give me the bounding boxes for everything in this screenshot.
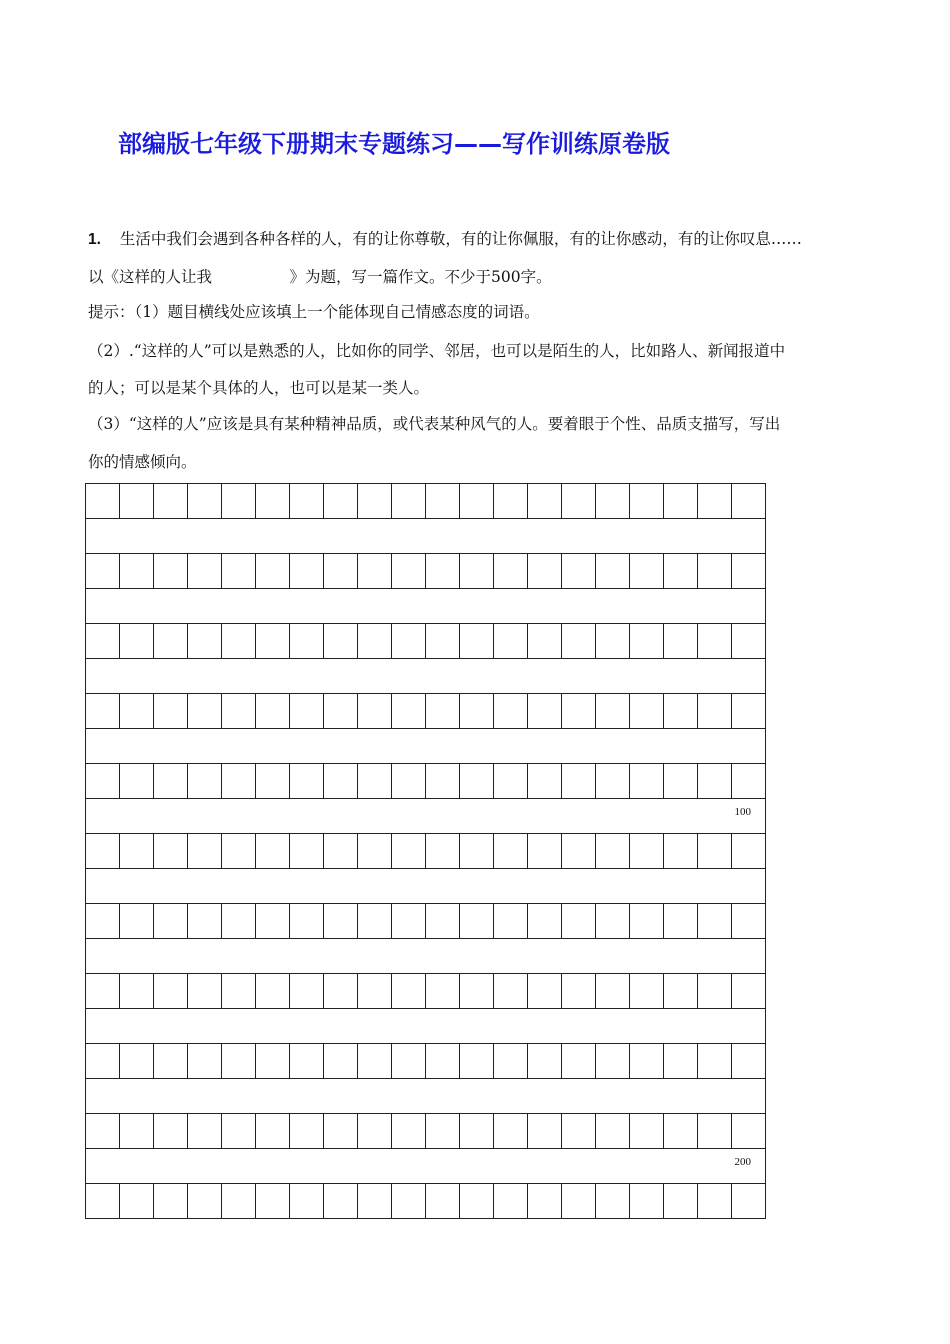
grid-cell[interactable] (426, 1183, 460, 1219)
grid-cell[interactable] (630, 553, 664, 589)
grid-cell[interactable] (256, 1183, 290, 1219)
grid-cell[interactable] (460, 1183, 494, 1219)
grid-cell[interactable] (528, 553, 562, 589)
grid-cell[interactable] (562, 763, 596, 799)
grid-cell[interactable] (324, 1043, 358, 1079)
grid-cell[interactable] (460, 483, 494, 519)
grid-cell[interactable] (460, 623, 494, 659)
grid-cell[interactable] (664, 483, 698, 519)
grid-cell[interactable] (188, 763, 222, 799)
grid-cell[interactable] (358, 1043, 392, 1079)
grid-cell[interactable] (222, 623, 256, 659)
grid-cell[interactable] (698, 693, 732, 729)
grid-cell[interactable] (698, 833, 732, 869)
grid-cell[interactable] (120, 763, 154, 799)
grid-cell[interactable] (392, 833, 426, 869)
grid-cell[interactable] (120, 973, 154, 1009)
grid-cell[interactable] (154, 833, 188, 869)
grid-row (85, 903, 766, 938)
grid-cell[interactable] (222, 483, 256, 519)
grid-cell[interactable] (290, 693, 324, 729)
grid-cell[interactable] (86, 1183, 120, 1219)
grid-cell[interactable] (86, 693, 120, 729)
grid-row (85, 1113, 766, 1148)
grid-row-gap (85, 1008, 766, 1043)
grid-cell[interactable] (426, 1043, 460, 1079)
grid-cell[interactable] (494, 553, 528, 589)
grid-cell[interactable] (630, 833, 664, 869)
grid-cell[interactable] (630, 973, 664, 1009)
grid-cell[interactable] (698, 483, 732, 519)
grid-cell[interactable] (290, 623, 324, 659)
grid-cell[interactable] (426, 553, 460, 589)
grid-cell[interactable] (596, 693, 630, 729)
grid-cell[interactable] (562, 693, 596, 729)
grid-cell[interactable] (664, 903, 698, 939)
grid-cell[interactable] (154, 693, 188, 729)
grid-cell[interactable] (392, 483, 426, 519)
grid-cell[interactable] (630, 483, 664, 519)
grid-cell[interactable] (630, 1183, 664, 1219)
grid-cell[interactable] (120, 1113, 154, 1149)
grid-cell[interactable] (562, 623, 596, 659)
grid-cell[interactable] (290, 833, 324, 869)
grid-cell[interactable] (630, 623, 664, 659)
grid-cell[interactable] (528, 623, 562, 659)
grid-cell[interactable] (154, 763, 188, 799)
grid-cell[interactable] (256, 1113, 290, 1149)
grid-cell[interactable] (188, 483, 222, 519)
grid-cell[interactable] (460, 833, 494, 869)
grid-cell[interactable] (154, 1043, 188, 1079)
grid-cell[interactable] (528, 903, 562, 939)
grid-cell[interactable] (86, 833, 120, 869)
grid-cell[interactable] (392, 553, 426, 589)
grid-cell[interactable] (494, 693, 528, 729)
grid-row (85, 553, 766, 588)
document-title: 部编版七年级下册期末专题练习——写作训练原卷版 (118, 130, 670, 158)
grid-cell[interactable] (562, 1183, 596, 1219)
grid-cell[interactable] (630, 903, 664, 939)
grid-cell[interactable] (86, 1113, 120, 1149)
grid-cell[interactable] (222, 763, 256, 799)
grid-cell[interactable] (188, 1043, 222, 1079)
grid-cell[interactable] (222, 903, 256, 939)
grid-cell[interactable] (392, 693, 426, 729)
grid-cell[interactable] (732, 763, 766, 799)
grid-cell[interactable] (528, 693, 562, 729)
grid-cell[interactable] (562, 833, 596, 869)
grid-cell[interactable] (256, 763, 290, 799)
grid-cell[interactable] (664, 763, 698, 799)
grid-cell[interactable] (120, 553, 154, 589)
grid-cell[interactable] (154, 483, 188, 519)
grid-cell[interactable] (664, 1183, 698, 1219)
grid-cell[interactable] (426, 833, 460, 869)
grid-cell[interactable] (358, 1183, 392, 1219)
grid-cell[interactable] (596, 833, 630, 869)
grid-row (85, 833, 766, 868)
grid-cell[interactable] (392, 1043, 426, 1079)
grid-cell[interactable] (494, 833, 528, 869)
grid-cell[interactable] (426, 763, 460, 799)
grid-cell[interactable] (188, 903, 222, 939)
grid-cell[interactable] (358, 1113, 392, 1149)
grid-cell[interactable] (664, 553, 698, 589)
grid-cell[interactable] (358, 693, 392, 729)
grid-cell[interactable] (86, 1043, 120, 1079)
grid-cell[interactable] (664, 623, 698, 659)
grid-cell[interactable] (188, 973, 222, 1009)
grid-cell[interactable] (630, 693, 664, 729)
grid-cell[interactable] (630, 1043, 664, 1079)
grid-cell[interactable] (324, 973, 358, 1009)
grid-cell[interactable] (86, 763, 120, 799)
grid-row (85, 623, 766, 658)
grid-cell[interactable] (120, 1043, 154, 1079)
grid-cell[interactable] (596, 1183, 630, 1219)
grid-cell[interactable] (120, 833, 154, 869)
grid-cell[interactable] (460, 973, 494, 1009)
grid-cell[interactable] (698, 973, 732, 1009)
grid-cell[interactable] (392, 763, 426, 799)
grid-cell[interactable] (392, 973, 426, 1009)
grid-cell[interactable] (256, 693, 290, 729)
grid-cell[interactable] (460, 1113, 494, 1149)
grid-row-gap (85, 1078, 766, 1113)
grid-cell[interactable] (324, 483, 358, 519)
grid-cell[interactable] (494, 1183, 528, 1219)
grid-cell[interactable] (562, 1043, 596, 1079)
grid-cell[interactable] (358, 973, 392, 1009)
grid-cell[interactable] (562, 973, 596, 1009)
grid-cell[interactable] (460, 903, 494, 939)
grid-cell[interactable] (154, 623, 188, 659)
grid-cell[interactable] (596, 623, 630, 659)
grid-row (85, 1183, 766, 1218)
grid-cell[interactable] (256, 623, 290, 659)
grid-cell[interactable] (154, 1183, 188, 1219)
grid-cell[interactable] (256, 973, 290, 1009)
grid-cell[interactable] (256, 553, 290, 589)
grid-cell[interactable] (222, 553, 256, 589)
grid-cell[interactable] (154, 553, 188, 589)
grid-cell[interactable] (596, 763, 630, 799)
grid-cell[interactable] (732, 1113, 766, 1149)
grid-cell[interactable] (664, 693, 698, 729)
grid-cell[interactable] (86, 483, 120, 519)
grid-cell[interactable] (188, 623, 222, 659)
grid-cell[interactable] (324, 1183, 358, 1219)
grid-row-gap (85, 938, 766, 973)
grid-cell[interactable] (324, 1113, 358, 1149)
grid-cell[interactable] (256, 483, 290, 519)
question-number: 1. (88, 231, 101, 248)
grid-cell[interactable] (188, 553, 222, 589)
grid-cell[interactable] (426, 693, 460, 729)
grid-cell[interactable] (528, 1113, 562, 1149)
grid-row-gap (85, 728, 766, 763)
grid-cell[interactable] (154, 973, 188, 1009)
grid-cell[interactable] (664, 1043, 698, 1079)
grid-cell[interactable] (120, 623, 154, 659)
grid-cell[interactable] (86, 623, 120, 659)
grid-row (85, 763, 766, 798)
grid-cell[interactable] (698, 763, 732, 799)
grid-cell[interactable] (358, 903, 392, 939)
grid-cell[interactable] (222, 833, 256, 869)
grid-cell[interactable] (698, 1183, 732, 1219)
grid-cell[interactable] (392, 903, 426, 939)
grid-cell[interactable] (528, 1183, 562, 1219)
grid-cell[interactable] (154, 903, 188, 939)
grid-row-gap (85, 798, 766, 833)
grid-cell[interactable] (562, 903, 596, 939)
grid-cell[interactable] (460, 553, 494, 589)
grid-cell[interactable] (392, 623, 426, 659)
grid-cell[interactable] (426, 973, 460, 1009)
hint-3-line-2: 你的情感倾向。 (88, 453, 197, 471)
grid-cell[interactable] (256, 903, 290, 939)
grid-cell[interactable] (426, 483, 460, 519)
grid-cell[interactable] (596, 553, 630, 589)
grid-cell[interactable] (732, 1183, 766, 1219)
grid-cell[interactable] (324, 903, 358, 939)
grid-cell[interactable] (732, 1043, 766, 1079)
grid-row (85, 1043, 766, 1078)
hint-2-line-1: （2）.“这样的人”可以是熟悉的人，比如你的同学、邻居，也可以是陌生的人，比如路人、新闻报道中 (88, 342, 786, 360)
grid-cell[interactable] (290, 553, 324, 589)
grid-cell[interactable] (562, 553, 596, 589)
grid-cell[interactable] (528, 1043, 562, 1079)
grid-cell[interactable] (596, 1043, 630, 1079)
grid-cell[interactable] (698, 1113, 732, 1149)
word-count-marker: 200 (734, 1156, 751, 1168)
grid-cell[interactable] (426, 623, 460, 659)
grid-cell[interactable] (732, 973, 766, 1009)
prompt-line-2: 以《这样的人让我 》为题，写一篇作文。不少于500字。 (88, 268, 552, 286)
grid-cell[interactable] (732, 553, 766, 589)
grid-cell[interactable] (732, 903, 766, 939)
grid-cell[interactable] (222, 693, 256, 729)
grid-row-gap (85, 1148, 766, 1183)
grid-cell[interactable] (324, 763, 358, 799)
grid-cell[interactable] (732, 833, 766, 869)
grid-cell[interactable] (494, 1113, 528, 1149)
grid-row (85, 693, 766, 728)
grid-cell[interactable] (256, 833, 290, 869)
grid-cell[interactable] (290, 1113, 324, 1149)
grid-row (85, 973, 766, 1008)
grid-cell[interactable] (596, 483, 630, 519)
grid-cell[interactable] (528, 833, 562, 869)
word-count-marker: 100 (734, 806, 751, 818)
grid-cell[interactable] (358, 553, 392, 589)
grid-cell[interactable] (290, 973, 324, 1009)
grid-cell[interactable] (732, 693, 766, 729)
grid-cell[interactable] (290, 903, 324, 939)
grid-cell[interactable] (86, 553, 120, 589)
grid-cell[interactable] (664, 833, 698, 869)
grid-cell[interactable] (630, 1113, 664, 1149)
grid-cell[interactable] (358, 833, 392, 869)
grid-cell[interactable] (528, 763, 562, 799)
grid-cell[interactable] (324, 693, 358, 729)
grid-cell[interactable] (732, 623, 766, 659)
grid-row-gap (85, 588, 766, 623)
grid-cell[interactable] (426, 1113, 460, 1149)
grid-cell[interactable] (596, 1113, 630, 1149)
grid-cell[interactable] (120, 903, 154, 939)
grid-cell[interactable] (392, 1113, 426, 1149)
grid-cell[interactable] (358, 623, 392, 659)
grid-cell[interactable] (596, 973, 630, 1009)
grid-cell[interactable] (256, 1043, 290, 1079)
grid-row-gap (85, 868, 766, 903)
hint-3-line-1: （3）“这样的人”应该是具有某种精神品质，或代表某种风气的人。要着眼于个性、品质支描写，写出 (88, 415, 781, 433)
grid-row-gap (85, 658, 766, 693)
grid-cell[interactable] (460, 1043, 494, 1079)
grid-cell[interactable] (528, 973, 562, 1009)
grid-cell[interactable] (324, 553, 358, 589)
grid-cell[interactable] (494, 483, 528, 519)
prompt-line-1 (88, 229, 868, 250)
grid-row (85, 483, 766, 518)
hint-1: 提示：（1）题目横线处应该填上一个能体现自己情感态度的词语。 (88, 303, 540, 321)
grid-cell[interactable] (664, 973, 698, 1009)
writing-grid[interactable] (85, 483, 766, 1219)
grid-cell[interactable] (120, 693, 154, 729)
grid-cell[interactable] (494, 973, 528, 1009)
hint-2-line-2: 的人；可以是某个具体的人，也可以是某一类人。 (88, 379, 430, 397)
grid-cell[interactable] (188, 833, 222, 869)
grid-cell[interactable] (188, 1183, 222, 1219)
grid-cell[interactable] (562, 1113, 596, 1149)
grid-cell[interactable] (698, 1043, 732, 1079)
grid-cell[interactable] (120, 483, 154, 519)
grid-cell[interactable] (630, 763, 664, 799)
grid-cell[interactable] (324, 833, 358, 869)
prompt-text-1: 生活中我们会遇到各种各样的人，有的让你尊敬，有的让你佩服，有的让你感动，有的让你叹息…… (119, 230, 802, 248)
grid-cell[interactable] (460, 693, 494, 729)
grid-cell[interactable] (732, 483, 766, 519)
grid-cell[interactable] (86, 973, 120, 1009)
grid-cell[interactable] (698, 623, 732, 659)
grid-cell[interactable] (222, 973, 256, 1009)
grid-cell[interactable] (222, 1183, 256, 1219)
grid-cell[interactable] (358, 483, 392, 519)
grid-cell[interactable] (494, 763, 528, 799)
grid-cell[interactable] (358, 763, 392, 799)
grid-cell[interactable] (562, 483, 596, 519)
grid-cell[interactable] (290, 1043, 324, 1079)
grid-cell[interactable] (154, 1113, 188, 1149)
grid-cell[interactable] (494, 1043, 528, 1079)
grid-cell[interactable] (290, 763, 324, 799)
grid-cell[interactable] (188, 693, 222, 729)
grid-cell[interactable] (188, 1113, 222, 1149)
grid-cell[interactable] (86, 903, 120, 939)
grid-row-gap (85, 518, 766, 553)
grid-cell[interactable] (664, 1113, 698, 1149)
grid-cell[interactable] (324, 623, 358, 659)
grid-cell[interactable] (698, 903, 732, 939)
grid-cell[interactable] (290, 483, 324, 519)
grid-cell[interactable] (290, 1183, 324, 1219)
grid-cell[interactable] (392, 1183, 426, 1219)
grid-cell[interactable] (494, 903, 528, 939)
grid-cell[interactable] (528, 483, 562, 519)
grid-cell[interactable] (460, 763, 494, 799)
grid-cell[interactable] (698, 553, 732, 589)
grid-cell[interactable] (426, 903, 460, 939)
grid-cell[interactable] (222, 1113, 256, 1149)
grid-cell[interactable] (120, 1183, 154, 1219)
grid-cell[interactable] (596, 903, 630, 939)
grid-cell[interactable] (222, 1043, 256, 1079)
grid-cell[interactable] (494, 623, 528, 659)
